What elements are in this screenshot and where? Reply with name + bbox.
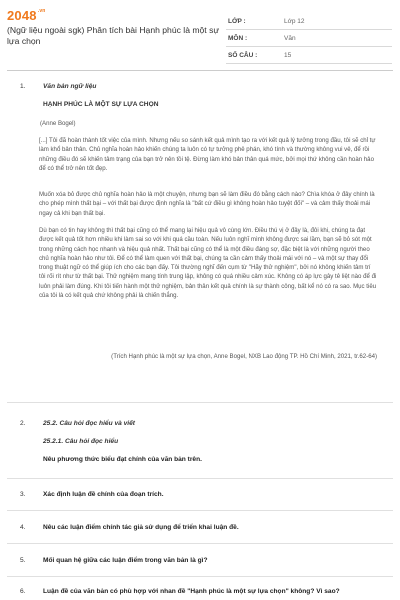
question-number: 6. — [20, 588, 26, 595]
question-divider — [7, 402, 393, 403]
logo-text: 2048 — [7, 8, 37, 23]
question-number: 3. — [20, 491, 26, 498]
meta-table — [226, 13, 392, 64]
passage-paragraph-3 — [39, 226, 377, 300]
passage-heading: HẠNH PHÚC LÀ MỘT SỰ LỰA CHỌN — [43, 101, 159, 108]
subsection-title: 25.2.1. Câu hỏi đọc hiểu — [43, 438, 119, 445]
citation-text: (Trích Hạnh phúc là một sự lựa chọn, Anne Bogel, NXB Lao động TP. Hồ Chí Minh, 2021, tr.62-64) — [111, 353, 377, 360]
meta-value: 15 — [284, 52, 292, 59]
question-divider — [7, 576, 393, 577]
meta-value: Lớp 12 — [284, 18, 305, 25]
question-number: 2. — [20, 420, 26, 427]
page-title: (Ngữ liệu ngoài sgk) Phân tích bài Hạnh phúc là một sự lựa chọn — [7, 25, 220, 46]
meta-row-class — [226, 13, 392, 30]
section-title: Văn bản ngữ liệu — [43, 83, 97, 90]
meta-row-subject — [226, 30, 392, 47]
section-title: 25.2. Câu hỏi đọc hiểu và viết — [43, 420, 135, 427]
paragraph-text: Muốn xóa bỏ được chủ nghĩa hoàn hảo là một chuyện, nhưng bạn sẽ làm điều đó bằng cách nào? Chìa khóa ở đây chính là cho phép mình thất bại – với thất bại được định nghĩa là "bất cứ điều gì không hoàn hảo tuyệt đối" – và cảm thấy thoải mái ngay cả khi bạn thất bại. — [39, 191, 375, 217]
passage-paragraph-2 — [39, 190, 377, 218]
page-header — [0, 0, 400, 62]
question-divider — [7, 543, 393, 544]
question-divider — [7, 510, 393, 511]
meta-key: LỚP : — [228, 18, 246, 25]
question-text: Mối quan hệ giữa các luận điểm trong văn bản là gì? — [43, 557, 208, 564]
site-logo[interactable] — [7, 8, 46, 23]
question-number: 4. — [20, 524, 26, 531]
paragraph-text: [...] Tôi đã hoàn thành tốt việc của mình. Nhưng nếu so sánh kết quả mình tạo ra với kết quả lý tưởng trong đầu, tôi sẽ chỉ tự làm khổ bản thân. Chủ nghĩa hoàn hảo khiến chúng ta luôn có tự tưởng phê phán, khó tính và thường không vui vẻ, để rồi những điều đó sẽ khiến tâm trạng của bạn trở nên tồi tệ. Đừng làm khó bản thân quá mức, bởi mọi thứ không cần hoàn hảo để có thể trở nên tốt đẹp. — [39, 137, 376, 172]
passage-citation — [39, 352, 377, 361]
meta-key: MÔN : — [228, 35, 248, 42]
question-text: Nêu phương thức biểu đạt chính của văn bản trên. — [43, 456, 202, 463]
passage-paragraph-1 — [39, 136, 377, 173]
question-text: Nêu các luận điểm chính tác giả sử dụng để triển khai luận đề. — [43, 524, 239, 531]
question-divider — [7, 478, 393, 479]
question-number: 1. — [20, 83, 26, 90]
question-number: 5. — [20, 557, 26, 564]
passage-author: (Anne Bogel) — [40, 120, 76, 127]
header-divider — [7, 70, 393, 71]
logo-suffix: .vn — [37, 8, 46, 14]
paragraph-text: Dù bạn có tin hay không thì thất bại cũng có thể mang lại hiệu quả vô cùng lớn. Điều thú vị ở đây là, đôi khi, chúng ta đạt được kết quả tốt hơn nhiều khi làm sai so với khi quá cầu toàn. Nếu luôn nghĩ mình không được sai lầm, bạn sẽ bỏ sót một trong những cách học nhanh và hiệu quả nhất. Thất bại cũng có thể là một điều đáng sợ, đặc biệt là với những người theo chủ nghĩa hoàn hảo như tôi. Để có thể làm quen với thất bại, chúng ta cần cảm thấy thoải mái với nó – và một sự thay đổi trong thuật ngữ có thể giúp ích cho các bạn đấy. Tôi thường nghĩ đến cụm từ "Hãy thử nghiệm", bởi nó không khiến tâm trí tôi rối rít như từ thất bại. Thử nghiệm mang tính trung lập, không có quá nhiều cảm xúc. Không có áp lực gây tê liệt nào để đi luôn phải làm đúng. Khi tôi tiến hành một thử nghiệm, bản thân kết quả chính là sự thành công, bất kể nó có ra sao. Mục tiêu của tôi là có kết quả chứ không phải là chiến thắng. — [39, 227, 377, 300]
meta-row-question-count — [226, 47, 392, 64]
question-text: Xác định luận đề chính của đoạn trích. — [43, 491, 164, 498]
meta-key: SỐ CÂU : — [228, 52, 258, 59]
question-text: Luận đề của văn bản có phù hợp với nhan đề "Hạnh phúc là một sự lựa chọn" không? Vì sao? — [43, 588, 340, 595]
meta-value: Văn — [284, 35, 296, 42]
